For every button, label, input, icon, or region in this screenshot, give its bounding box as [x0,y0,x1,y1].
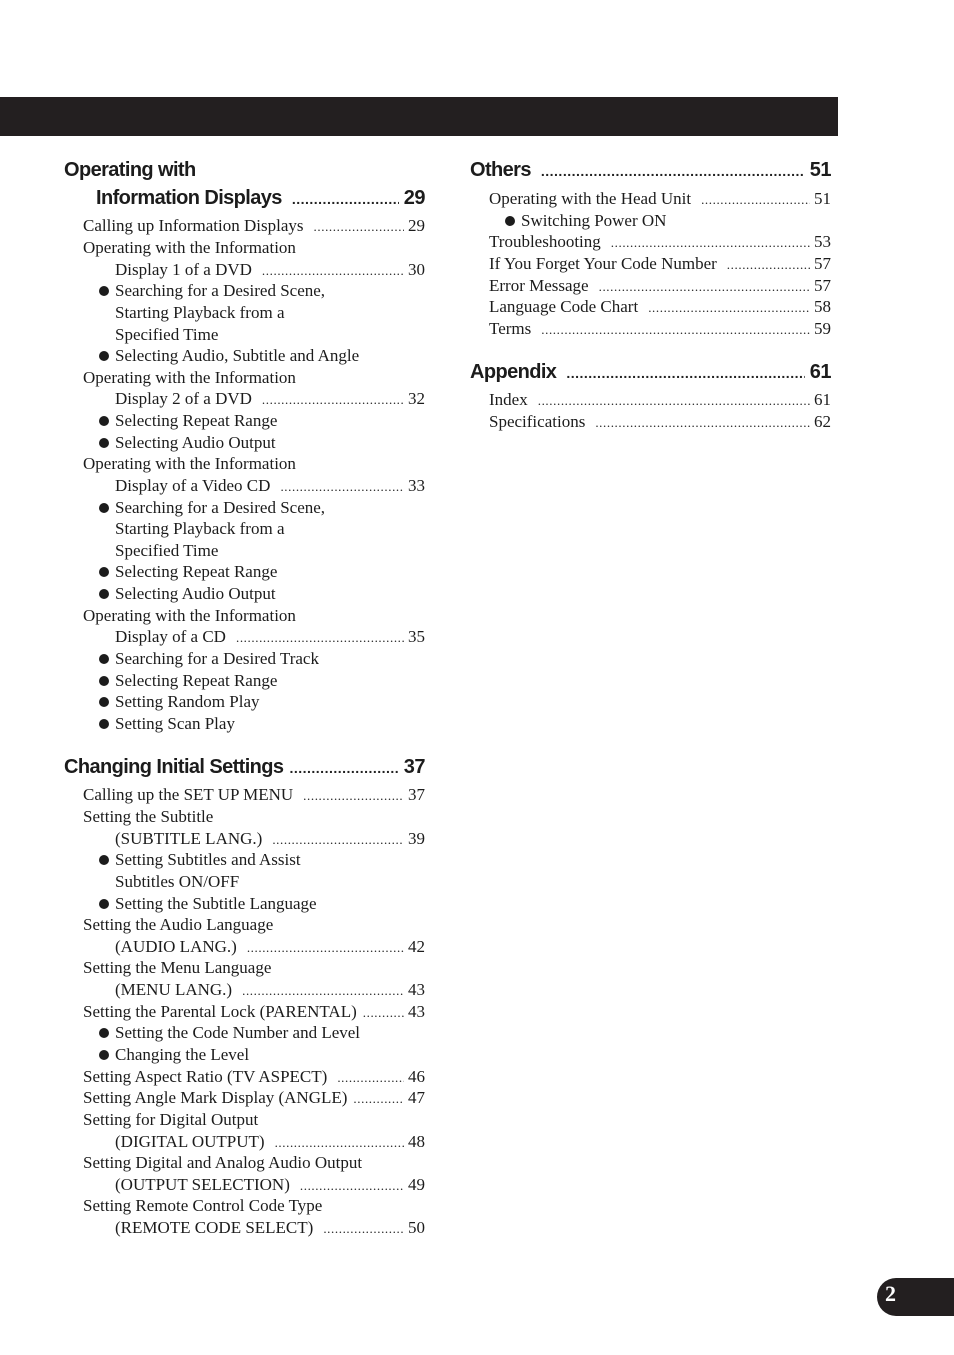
leader-dots [292,191,399,207]
section-title: Others [470,159,531,181]
toc-entry[interactable]: Calling up Information Displays ..... 29 [83,215,425,237]
toc-entry[interactable]: (MENU LANG.) ..... 43 [115,979,425,1001]
toc-subentry[interactable]: Setting the Subtitle Language [99,893,425,915]
page-number: 29 [403,187,425,209]
leader-dots [289,760,398,776]
page-number: 37 [403,756,425,778]
toc-entry[interactable]: Operating with the Information [83,454,296,473]
toc-entry[interactable]: Operating with the Information [83,238,296,257]
toc-entry[interactable]: Language Code Chart ..... 58 [489,296,831,318]
leader-dots [541,163,805,179]
toc-entry[interactable]: Calling up the SET UP MENU ..... 37 [83,784,425,806]
toc-entry[interactable]: Display of a Video CD ..... 33 [115,475,425,497]
bullet-icon [99,654,109,664]
toc-entry[interactable]: Display 2 of a DVD ..... 32 [115,388,425,410]
toc-section-others[interactable] [470,159,831,187]
toc-entry[interactable]: Operating with the Head Unit ..... 51 [489,188,831,210]
bullet-icon [99,697,109,707]
toc-entry[interactable]: Setting the Menu Language [83,958,272,977]
page-number: 51 [809,159,831,181]
bullet-icon [99,438,109,448]
toc-subentry[interactable]: Switching Power ON [505,210,831,232]
bullet-icon [99,719,109,729]
toc-entry[interactable]: (AUDIO LANG.) ..... 42 [115,936,425,958]
bullet-icon [99,567,109,577]
toc-entry[interactable]: Setting for Digital Output [83,1110,259,1129]
toc-subentry[interactable]: Searching for a Desired Scene, [99,497,425,519]
bullet-icon [99,416,109,426]
bullet-icon [99,503,109,513]
section-heading-line1[interactable] [64,159,425,187]
toc-entry[interactable]: Index ..... 61 [489,389,831,411]
toc-subentry[interactable]: Subtitles ON/OFF [115,872,240,891]
bullet-icon [99,1028,109,1038]
page-number: 2 [885,1281,896,1306]
section-title: Appendix [470,361,557,383]
toc-entry[interactable]: (OUTPUT SELECTION) ..... 49 [115,1174,425,1196]
toc-entry[interactable]: Display 1 of a DVD ..... 30 [115,259,425,281]
toc-entry[interactable]: Display of a CD ..... 35 [115,626,425,648]
toc-entry[interactable]: Specifications ..... 62 [489,411,831,433]
toc-entry[interactable]: Setting Digital and Analog Audio Output [83,1153,363,1172]
section-title: Changing Initial Settings [64,756,284,778]
page-number: 61 [809,361,831,383]
toc-entry[interactable]: Setting Angle Mark Display (ANGLE) ..... 47 [83,1087,425,1109]
bullet-icon [99,286,109,296]
toc-subentry[interactable]: Selecting Repeat Range [99,410,425,432]
toc-entry[interactable]: Setting Remote Control Code Type [83,1196,323,1215]
toc-subentry[interactable]: Setting Subtitles and Assist [99,849,425,871]
toc-subentry[interactable]: Changing the Level [99,1044,425,1066]
toc-subentry[interactable]: Searching for a Desired Scene, [99,280,425,302]
toc-entry[interactable]: Troubleshooting ..... 53 [489,231,831,253]
toc-subentry[interactable]: Selecting Audio Output [99,432,425,454]
bullet-icon [99,899,109,909]
page-number-tab [877,1278,954,1316]
toc-subentry[interactable]: Setting Random Play [99,691,425,713]
toc-entry[interactable]: (SUBTITLE LANG.) ..... 39 [115,828,425,850]
toc-subentry[interactable]: Selecting Audio Output [99,583,425,605]
toc-entry[interactable]: Setting the Subtitle [83,807,214,826]
section-title: Operating with [64,159,196,181]
toc-section-operating-info-displays[interactable] [96,187,425,215]
toc-entry[interactable]: (REMOTE CODE SELECT) ..... 50 [115,1217,425,1239]
toc-entry[interactable]: Setting Aspect Ratio (TV ASPECT) ..... 46 [83,1066,425,1088]
toc-entry[interactable]: Error Message ..... 57 [489,275,831,297]
section-title: Information Displays [96,187,282,209]
toc-subentry[interactable]: Selecting Audio, Subtitle and Angle [99,345,425,367]
toc-subentry[interactable]: Selecting Repeat Range [99,561,425,583]
toc-subentry[interactable]: Setting the Code Number and Level [99,1022,425,1044]
toc-subentry[interactable]: Searching for a Desired Track [99,648,425,670]
toc-entry[interactable]: (DIGITAL OUTPUT) ..... 48 [115,1131,425,1153]
bullet-icon [99,1050,109,1060]
toc-entry[interactable]: Setting the Audio Language [83,915,274,934]
toc-entry[interactable]: Setting the Parental Lock (PARENTAL) ..... 43 [83,1001,425,1023]
bullet-icon [99,855,109,865]
leader-dots [566,365,804,381]
toc-subentry[interactable]: Starting Playback from a [115,519,285,538]
bullet-icon [99,351,109,361]
toc-subentry[interactable]: Specified Time [115,541,219,560]
header-bar [0,97,838,136]
toc-entry[interactable]: Terms ..... 59 [489,318,831,340]
toc-subentry[interactable]: Starting Playback from a [115,303,285,322]
bullet-icon [99,676,109,686]
toc-entry[interactable]: Operating with the Information [83,368,296,387]
toc-entry[interactable]: If You Forget Your Code Number ..... 57 [489,253,831,275]
toc-section-appendix[interactable] [470,361,831,389]
toc-subentry[interactable]: Selecting Repeat Range [99,670,425,692]
toc-subentry[interactable]: Specified Time [115,325,219,344]
toc-entry[interactable]: Operating with the Information [83,606,296,625]
bullet-icon [505,216,515,226]
bullet-icon [99,589,109,599]
toc-section-changing-initial-settings[interactable] [64,756,425,784]
toc-subentry[interactable]: Setting Scan Play [99,713,425,735]
